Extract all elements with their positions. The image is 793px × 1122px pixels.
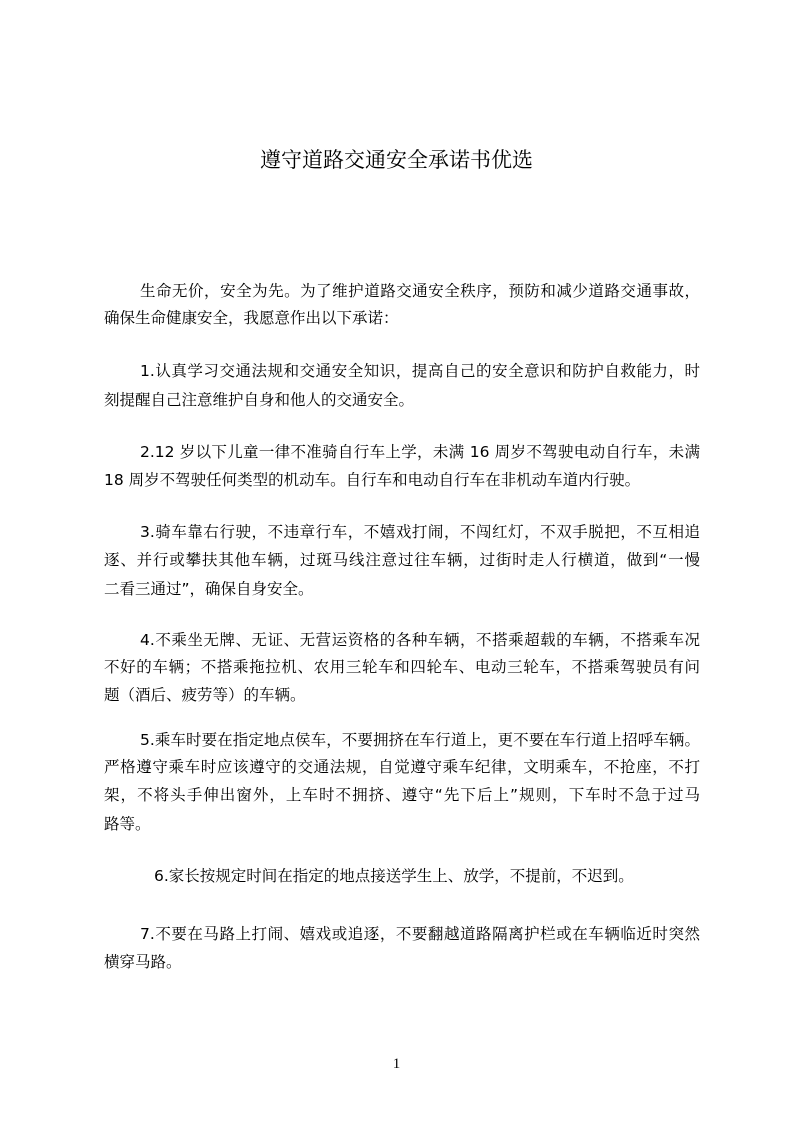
paragraph-6-line: 路等。 (104, 815, 151, 833)
paragraph-8-line: 横穿马路。 (104, 953, 182, 971)
paragraph-7-line: 6.家长按规定时间在指定的地点接送学生上、放学，不提前，不迟到。 (154, 867, 634, 885)
paragraph-6-line: 架，不将头手伸出窗外，上车时不拥挤、遵守“先下后上”规则，下车时不急于过马 (104, 786, 700, 804)
paragraph-6-line: 严格遵守乘车时应该遵守的交通法规，自觉遵守乘车纪律，文明乘车，不抢座，不打 (104, 758, 700, 776)
paragraph-8-line: 7.不要在马路上打闹、嬉戏或追逐，不要翻越道路隔离护栏或在车辆临近时突然 (140, 925, 700, 943)
paragraph-4-line: 逐、并行或攀扶其他车辆，过斑马线注意过往车辆，过街时走人行横道，做到“一慢 (104, 551, 700, 569)
page-number: 1 (392, 1056, 401, 1072)
paragraph-2-line: 刻提醒自己注意维护自身和他人的交通安全。 (104, 391, 415, 409)
paragraph-3-line: 2.12 岁以下儿童一律不准骑自行车上学，未满 16 周岁不驾驶电动自行车，未满 (140, 443, 700, 461)
paragraph-4-line: 二看三通过”，确保自身安全。 (104, 580, 314, 598)
paragraph-5-line: 4.不乘坐无牌、无证、无营运资格的各种车辆，不搭乘超载的车辆，不搭乘车况 (140, 631, 700, 649)
document-title: 遵守道路交通安全承诺书优选 (260, 148, 533, 172)
paragraph-5-line: 题（酒后、疲劳等）的车辆。 (104, 686, 306, 704)
paragraph-6-line: 5.乘车时要在指定地点侯车，不要拥挤在车行道上，更不要在车行道上招呼车辆。 (140, 731, 700, 749)
paragraph-2-line: 1.认真学习交通法规和交通安全知识，提高自己的安全意识和防护自救能力，时 (140, 362, 700, 380)
paragraph-5-line: 不好的车辆；不搭乘拖拉机、农用三轮车和四轮车、电动三轮车，不搭乘驾驶员有问 (104, 658, 700, 676)
paragraph-3-line: 18 周岁不驾驶任何类型的机动车。自行车和电动自行车在非机动车道内行驶。 (104, 471, 641, 489)
paragraph-1-line: 确保生命健康安全，我愿意作出以下承诺： (104, 309, 399, 327)
paragraph-4-line: 3.骑车靠右行驶，不违章行车，不嬉戏打闹，不闯红灯，不双手脱把，不互相追 (140, 523, 700, 541)
paragraph-1-line: 生命无价，安全为先。为了维护道路交通安全秩序，预防和减少道路交通事故， (140, 282, 700, 300)
